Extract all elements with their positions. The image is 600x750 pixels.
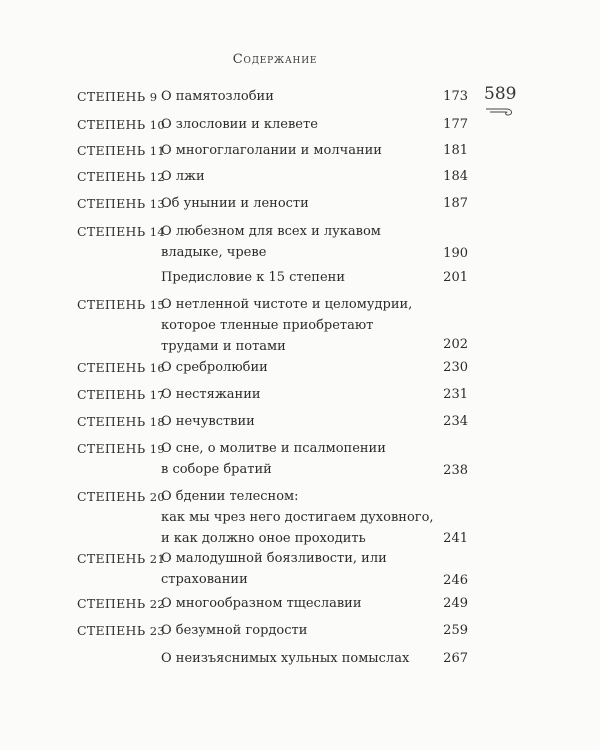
entry-title	[161, 648, 426, 669]
entry-title-line: О злословии и клевете	[161, 117, 318, 132]
entry-title-line: О любезном для всех и лукавом	[161, 224, 381, 239]
degree-word: СТЕПЕНЬ	[77, 297, 146, 312]
degree-number: 17	[149, 388, 165, 402]
entry-title	[161, 221, 426, 263]
degree-label	[77, 548, 165, 570]
entry-page-number: 173	[443, 89, 468, 104]
entry-page-number: 246	[443, 573, 468, 588]
entry-page-number: 177	[443, 117, 468, 132]
entry-title	[161, 593, 426, 614]
entry-title-line: О безумной гордости	[161, 623, 308, 638]
entry-title	[161, 357, 426, 378]
entry-page-number: 238	[443, 463, 468, 478]
entry-title-line: О неизъяснимых хульных помыслах	[161, 651, 410, 666]
entry-title-line: О многоглаголании и молчании	[161, 143, 382, 158]
degree-number: 11	[149, 144, 165, 158]
entry-page-number: 259	[443, 623, 468, 638]
degree-label	[77, 411, 165, 433]
degree-label	[77, 357, 165, 379]
entry-title-line: страховании	[161, 572, 248, 587]
entry-title	[161, 294, 426, 357]
entry-title	[161, 166, 426, 187]
page-number: 589	[484, 84, 517, 104]
entry-page-number: 202	[443, 337, 468, 352]
entry-title-line: как мы чрез него достигаем духовного,	[161, 510, 434, 525]
entry-title-line: О лжи	[161, 169, 205, 184]
entry-title-line: О бдении телесном:	[161, 489, 299, 504]
degree-number: 19	[149, 442, 165, 456]
entry-title	[161, 267, 426, 288]
entry-title-line: О сребролюбии	[161, 360, 268, 375]
degree-number: 9	[149, 90, 158, 104]
entry-title-line: Об унынии и лености	[161, 196, 309, 211]
entry-title-line: О нечувствии	[161, 414, 255, 429]
degree-word: СТЕПЕНЬ	[77, 89, 146, 104]
entry-title-line: Предисловие к 15 степени	[161, 270, 345, 285]
entry-page-number: 181	[443, 143, 468, 158]
degree-label	[77, 86, 157, 108]
degree-number: 10	[149, 118, 165, 132]
entry-title	[161, 114, 426, 135]
degree-label	[77, 221, 165, 243]
degree-number: 23	[149, 624, 165, 638]
entry-page-number: 230	[443, 360, 468, 375]
degree-number: 18	[149, 415, 165, 429]
running-head: Содержание	[232, 52, 318, 67]
degree-word: СТЕПЕНЬ	[77, 360, 146, 375]
entry-title-line: которое тленные приобретают	[161, 318, 374, 333]
entry-page-number: 184	[443, 169, 468, 184]
degree-number: 20	[149, 490, 165, 504]
degree-word: СТЕПЕНЬ	[77, 143, 146, 158]
entry-title	[161, 384, 426, 405]
entry-title	[161, 548, 426, 590]
entry-title-line: О малодушной боязливости, или	[161, 551, 387, 566]
degree-number: 14	[149, 225, 165, 239]
degree-word: СТЕПЕНЬ	[77, 117, 146, 132]
degree-number: 22	[149, 597, 165, 611]
entry-title-line: О нетленной чистоте и целомудрии,	[161, 297, 413, 312]
degree-word: СТЕПЕНЬ	[77, 414, 146, 429]
entry-title-line: О нестяжании	[161, 387, 261, 402]
entry-page-number: 234	[443, 414, 468, 429]
degree-label	[77, 486, 165, 508]
degree-label	[77, 620, 165, 642]
entry-page-number: 201	[443, 270, 468, 285]
degree-word: СТЕПЕНЬ	[77, 441, 146, 456]
entry-page-number: 187	[443, 196, 468, 211]
degree-label	[77, 294, 165, 316]
degree-label	[77, 384, 165, 406]
degree-word: СТЕПЕНЬ	[77, 596, 146, 611]
entry-title-line: О многообразном тщеславии	[161, 596, 362, 611]
entry-page-number: 231	[443, 387, 468, 402]
entry-title-line: О сне, о молитве и псалмопении	[161, 441, 386, 456]
entry-title	[161, 193, 426, 214]
degree-word: СТЕПЕНЬ	[77, 169, 146, 184]
entry-page-number: 190	[443, 246, 468, 261]
degree-label	[77, 438, 165, 460]
degree-number: 16	[149, 361, 165, 375]
entry-title	[161, 140, 426, 161]
entry-title-line: трудами и потами	[161, 339, 286, 354]
degree-number: 13	[149, 197, 165, 211]
degree-word: СТЕПЕНЬ	[77, 623, 146, 638]
scroll-ornament-icon	[484, 106, 516, 116]
entry-title	[161, 411, 426, 432]
degree-word: СТЕПЕНЬ	[77, 489, 146, 504]
entry-title	[161, 620, 426, 641]
degree-word: СТЕПЕНЬ	[77, 551, 146, 566]
entry-page-number: 241	[443, 531, 468, 546]
entry-title	[161, 438, 426, 480]
entry-page-number: 267	[443, 651, 468, 666]
degree-label	[77, 114, 165, 136]
entry-title	[161, 86, 426, 107]
entry-title-line: и как должно оное проходить	[161, 531, 366, 546]
degree-number: 15	[149, 298, 165, 312]
degree-number: 21	[149, 552, 165, 566]
degree-label	[77, 140, 165, 162]
degree-label	[77, 593, 165, 615]
degree-label	[77, 166, 165, 188]
degree-word: СТЕПЕНЬ	[77, 224, 146, 239]
entry-title-line: О памятозлобии	[161, 89, 274, 104]
entry-title-line: в соборе братий	[161, 462, 272, 477]
degree-word: СТЕПЕНЬ	[77, 387, 146, 402]
degree-word: СТЕПЕНЬ	[77, 196, 146, 211]
entry-page-number: 249	[443, 596, 468, 611]
entry-title-line: владыке, чреве	[161, 245, 267, 260]
entry-title	[161, 486, 434, 549]
degree-number: 12	[149, 170, 165, 184]
degree-label	[77, 193, 165, 215]
